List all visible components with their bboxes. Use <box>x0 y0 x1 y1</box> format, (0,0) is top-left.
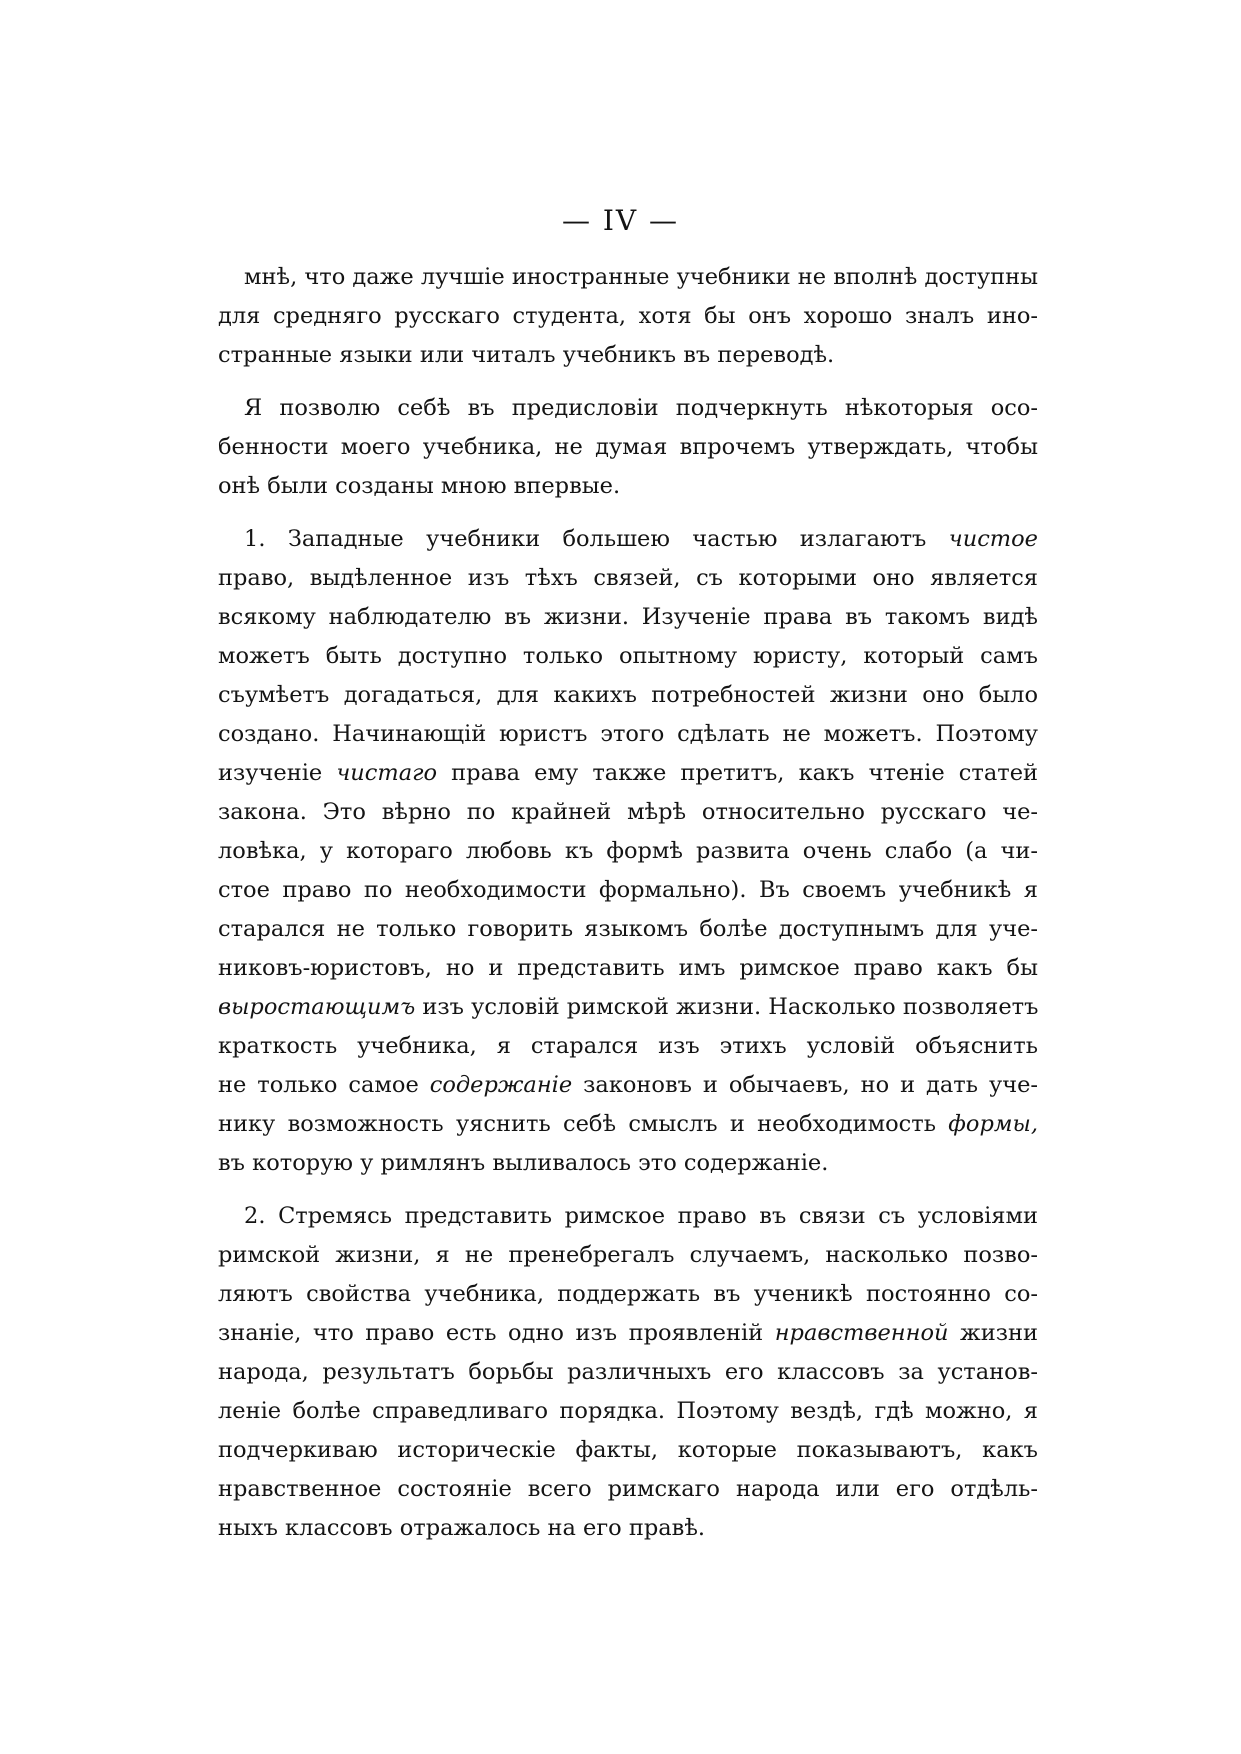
text-line: мнѣ, что даже лучшіе иностранные учебники не вполнѣ доступны <box>244 264 1038 290</box>
text-line: стое право по необходимости формально). Въ своемъ учебникѣ я <box>218 877 1038 903</box>
text-line: краткость учебника, я старался изъ этихъ условій объяснить <box>218 1033 1038 1059</box>
emphasized-text: содержаніе <box>429 1072 573 1098</box>
body-text <box>218 258 1038 1548</box>
text-line: ловѣка, у котораго любовь къ формѣ развита очень слабо (а чи- <box>218 838 1038 864</box>
paragraph <box>218 258 1038 375</box>
text-line <box>218 1314 1038 1353</box>
paragraph-gap <box>218 506 1038 520</box>
text-line: право, выдѣленное изъ тѣхъ связей, съ которыми оно является <box>218 565 1038 591</box>
text-line: онѣ были созданы мною впервые. <box>218 473 621 499</box>
text-line: закона. Это вѣрно по крайней мѣрѣ относительно русскаго че- <box>218 799 1038 825</box>
paragraph <box>218 389 1038 506</box>
text-line: народа, результатъ борьбы различныхъ его классовъ за установ- <box>218 1359 1038 1385</box>
text-segment: права ему также претитъ, какъ чтеніе статей <box>437 760 1038 786</box>
page-number: — IV — <box>561 204 680 237</box>
paragraph <box>218 520 1038 1183</box>
text-line <box>218 520 1038 559</box>
emphasized-text: чистаго <box>336 760 438 786</box>
text-line: никовъ-юристовъ, но и представить имъ римское право какъ бы <box>218 955 1038 981</box>
text-segment: законовъ и обычаевъ, но и дать уче- <box>572 1072 1038 1098</box>
text-line: странные языки или читалъ учебникъ въ переводѣ. <box>218 342 835 368</box>
text-segment: 1. Западные учебники большею частью излагаютъ <box>244 526 949 552</box>
text-segment: нику возможность уяснить себѣ смыслъ и необходимость <box>218 1111 949 1137</box>
emphasized-text: чистое <box>948 526 1038 552</box>
text-line <box>218 754 1038 793</box>
text-line <box>218 1105 1038 1144</box>
text-line: леніе болѣе справедливаго порядка. Поэтому вездѣ, гдѣ можно, я <box>218 1398 1038 1424</box>
text-line <box>218 1066 1038 1105</box>
paragraph-gap <box>218 375 1038 389</box>
text-line: въ которую у римлянъ выливалось это содержаніе. <box>218 1150 829 1176</box>
text-line: создано. Начинающій юристъ этого сдѣлать не можетъ. Поэтому <box>218 721 1038 747</box>
text-segment: изученіе <box>218 760 337 786</box>
text-line: можетъ быть доступно только опытному юристу, который самъ <box>218 643 1038 669</box>
text-segment: не только самое <box>218 1072 430 1098</box>
text-line: Я позволю себѣ въ предисловіи подчеркнуть нѣкоторыя осо- <box>244 395 1038 421</box>
text-segment: знаніе, что право есть одно изъ проявленій <box>218 1320 775 1346</box>
text-segment: изъ условій римской жизни. Насколько позволяетъ <box>415 994 1038 1020</box>
text-segment: жизни <box>948 1320 1038 1346</box>
text-line: для средняго русскаго студента, хотя бы онъ хорошо зналъ ино- <box>218 303 1038 329</box>
emphasized-text: нравственной <box>774 1320 949 1346</box>
text-line: римской жизни, я не пренебрегалъ случаемъ, насколько позво- <box>218 1242 1038 1268</box>
text-line: старался не только говорить языкомъ болѣе доступнымъ для уче- <box>218 916 1038 942</box>
text-line: нравственное состояніе всего римскаго народа или его отдѣль- <box>218 1476 1038 1502</box>
text-line: съумѣетъ догадаться, для какихъ потребностей жизни оно было <box>218 682 1038 708</box>
paragraph-gap <box>218 1183 1038 1197</box>
text-line: ляютъ свойства учебника, поддержать въ ученикѣ постоянно со- <box>218 1281 1038 1307</box>
emphasized-text: выростающимъ <box>218 994 416 1020</box>
emphasized-text: формы, <box>948 1111 1038 1137</box>
text-line: бенности моего учебника, не думая впрочемъ утверждать, чтобы <box>218 434 1038 460</box>
text-line: всякому наблюдателю въ жизни. Изученіе права въ такомъ видѣ <box>218 604 1038 630</box>
text-line: 2. Стремясь представить римское право въ связи съ условіями <box>244 1203 1038 1229</box>
paragraph <box>218 1197 1038 1548</box>
text-line <box>218 988 1038 1027</box>
text-line: ныхъ классовъ отражалось на его правѣ. <box>218 1515 706 1541</box>
text-line: подчеркиваю историческіе факты, которые показываютъ, какъ <box>218 1437 1038 1463</box>
